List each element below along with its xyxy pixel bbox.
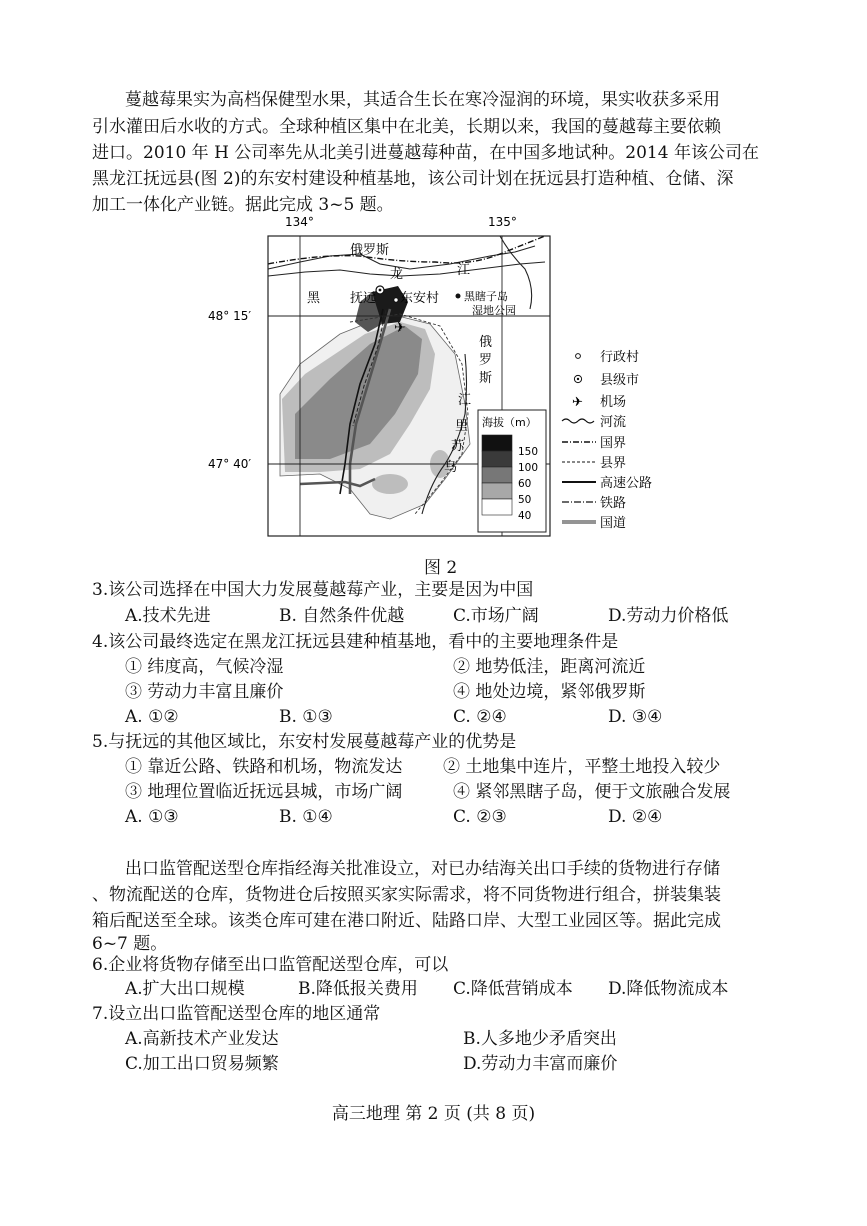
question-4-option-d: D. ③④ <box>608 707 663 727</box>
question-6-option-d: D.降低物流成本 <box>608 979 729 999</box>
question-5-option-b: B. ①④ <box>279 807 333 827</box>
question-5-option-d: D. ②④ <box>608 807 663 827</box>
label-heixiazi: 黑瞎子岛 <box>464 290 508 303</box>
question-4-option-c: C. ②④ <box>453 707 507 727</box>
elevation-level: 150 <box>518 446 539 458</box>
elevation-swatch <box>482 435 512 451</box>
question-3-stem: 3.该公司选择在中国大力发展蔓越莓产业，主要是因为中国 <box>92 580 534 600</box>
label-long: 龙 <box>390 267 404 282</box>
legend-label: 机场 <box>600 395 627 410</box>
river-icon <box>562 419 594 423</box>
question-7-option-c: C.加工出口贸易频繁 <box>125 1054 279 1074</box>
question-4-stem: 4.该公司最终选定在黑龙江抚远县建种植基地，看中的主要地理条件是 <box>92 632 619 652</box>
legend-label: 县界 <box>600 456 627 471</box>
label-jiang: 江 <box>457 263 471 278</box>
label-fuyuan: 抚远 <box>350 291 377 306</box>
question-4-option-a: A. ①② <box>125 707 179 727</box>
passage-1-line: 黑龙江抚远县(图 2)的东安村建设种植基地，该公司计划在抚远县打造种植、仓储、深 <box>92 169 734 189</box>
lat-label-48-15: 48° 15′ <box>208 309 252 323</box>
passage-1-line: 引水灌田后水收的方式。全球种植区集中在北美，长期以来，我国的蔓越莓主要依赖 <box>92 117 721 137</box>
passage-1-line: 加工一体化产业链。据此完成 3~5 题。 <box>92 195 394 215</box>
question-5-statement-4: ④ 紧邻黑瞎子岛，便于文旅融合发展 <box>453 782 731 802</box>
elevation-level: 40 <box>518 510 532 522</box>
label-wusu-2: 苏 <box>451 439 465 454</box>
passage-2-line: 箱后配送至全球。该类仓库可建在港口附近、陆路口岸、大型工业园区等。据此完成 <box>92 911 721 931</box>
passage-2-line: 、物流配送的仓库，货物进仓后按照买家实际需求，将不同货物进行组合，拼装集装 <box>92 885 721 905</box>
question-4-statement-2: ② 地势低洼，距离河流近 <box>453 657 646 677</box>
label-dongan: 东安村 <box>400 291 440 306</box>
question-5-option-c: C. ②③ <box>453 807 507 827</box>
label-russia-right-2: 罗 <box>479 353 493 368</box>
airport-icon: ✈ <box>572 395 583 410</box>
symbol-legend <box>562 349 652 531</box>
question-4-statement-1: ① 纬度高，气候冷湿 <box>125 657 284 677</box>
question-4-statement-4: ④ 地处边境，紧邻俄罗斯 <box>453 682 646 702</box>
label-russia-top: 俄罗斯 <box>350 243 390 258</box>
lat-label-47-40: 47° 40′ <box>208 457 252 471</box>
question-3-option-b: B. 自然条件优越 <box>279 606 405 626</box>
lon-label-134: 134° <box>285 215 314 229</box>
village-icon <box>394 298 398 302</box>
elevation-level: 100 <box>518 462 539 474</box>
label-wetland: 湿地公园 <box>472 304 516 317</box>
question-4-option-b: B. ①③ <box>279 707 333 727</box>
question-7-option-b: B.人多地少矛盾突出 <box>463 1029 617 1049</box>
question-4-statement-3: ③ 劳动力丰富且廉价 <box>125 682 284 702</box>
label-hei: 黑 <box>307 291 321 306</box>
figure-2-map <box>200 214 670 544</box>
question-6-option-b: B.降低报关费用 <box>298 979 418 999</box>
question-5-statement-3: ③ 地理位置临近抚远县城，市场广阔 <box>125 782 403 802</box>
lon-label-135: 135° <box>488 215 517 229</box>
question-7-option-d: D.劳动力丰富而廉价 <box>463 1054 618 1074</box>
legend-label: 国界 <box>600 436 627 451</box>
figure-caption: 图 2 <box>424 558 458 578</box>
question-6-option-a: A.扩大出口规模 <box>125 979 245 999</box>
elevation-swatch <box>482 451 512 467</box>
legend-label: 铁路 <box>600 496 627 511</box>
question-6-stem: 6.企业将货物存储至出口监管配送型仓库，可以 <box>92 955 449 975</box>
question-5-statement-1: ① 靠近公路、铁路和机场，物流发达 <box>125 757 403 777</box>
legend-label: 县级市 <box>600 373 640 388</box>
question-5-stem: 5.与抚远的其他区域比，东安村发展蔓越莓产业的优势是 <box>92 732 517 752</box>
question-3-option-c: C.市场广阔 <box>453 606 539 626</box>
elevation-swatch <box>482 483 512 499</box>
passage-1-line: 进口。2010 年 H 公司率先从北美引进蔓越莓种苗，在中国多地试种。2014 年该公司在 <box>92 143 759 163</box>
elevation-legend <box>478 410 546 532</box>
label-wusu-3: 里 <box>455 419 469 434</box>
label-wusu-1: 乌 <box>444 460 458 475</box>
elevation-legend-title: 海拔（m） <box>482 416 537 429</box>
legend-label: 行政村 <box>600 350 640 365</box>
question-3-option-d: D.劳动力价格低 <box>608 606 729 626</box>
question-6-option-c: C.降低营销成本 <box>453 979 573 999</box>
airport-icon: ✈ <box>394 320 406 336</box>
page-footer: 高三地理 第 2 页 (共 8 页) <box>331 1104 536 1124</box>
elevation-level: 60 <box>518 478 532 490</box>
village-icon <box>576 354 581 359</box>
elevation-level: 50 <box>518 494 532 506</box>
label-wusu-4: 江 <box>458 393 472 408</box>
question-3-option-a: A.技术先进 <box>125 606 211 626</box>
elevation-swatch <box>482 499 512 515</box>
passage-2-line: 6~7 题。 <box>92 934 168 954</box>
heixiazi-marker <box>456 294 461 299</box>
elevation-swatch <box>482 467 512 483</box>
label-russia-right-3: 斯 <box>479 371 493 386</box>
question-5-option-a: A. ①③ <box>125 807 179 827</box>
legend-label: 高速公路 <box>600 476 653 491</box>
question-7-stem: 7.设立出口监管配送型仓库的地区通常 <box>92 1004 381 1024</box>
passage-2-line: 出口监管配送型仓库指经海关批准设立，对已办结海关出口手续的货物进行存储 <box>125 859 720 879</box>
legend-label: 国道 <box>600 516 627 531</box>
legend-label: 河流 <box>600 415 627 430</box>
passage-1-line: 蔓越莓果实为高档保健型水果，其适合生长在寒冷湿润的环境，果实收获多采用 <box>125 90 720 110</box>
question-5-statement-2: ② 土地集中连片，平整土地投入较少 <box>443 757 721 777</box>
label-russia-right-1: 俄 <box>479 335 493 350</box>
question-7-option-a: A.高新技术产业发达 <box>125 1029 279 1049</box>
